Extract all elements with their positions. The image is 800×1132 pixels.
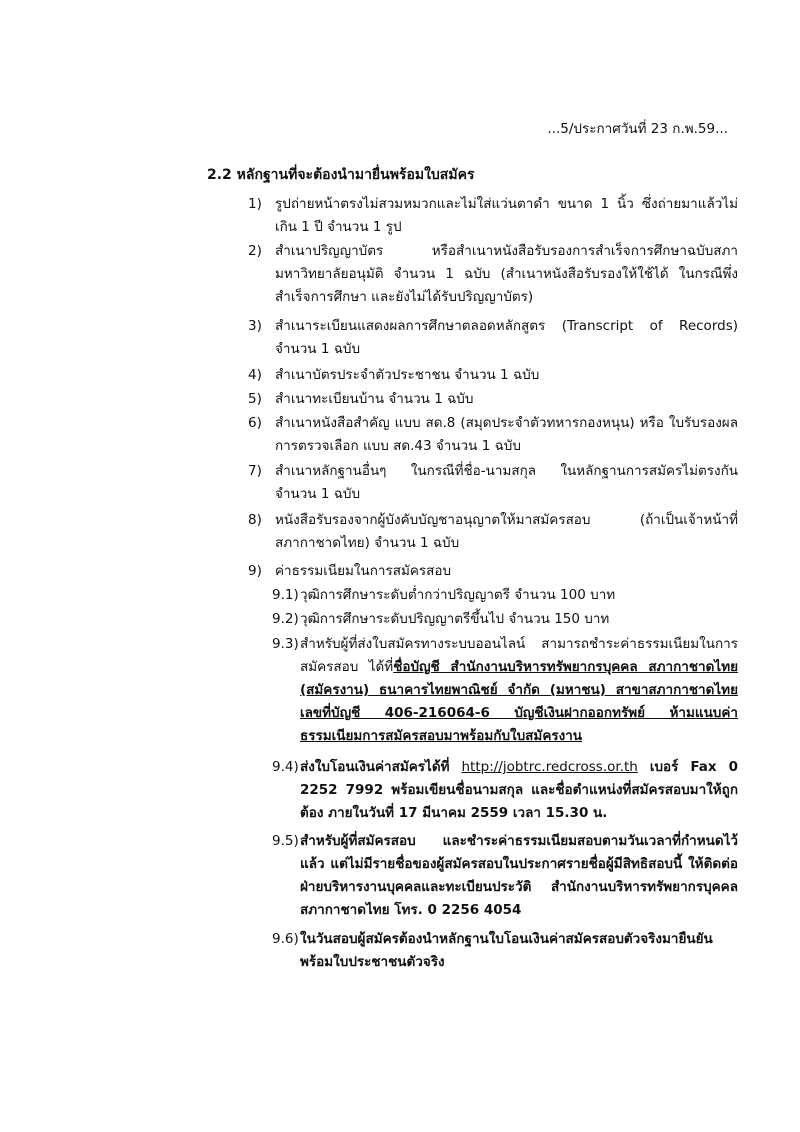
item-text: ค่าธรรมเนียมในการสมัครสอบ: [275, 563, 452, 579]
website-link[interactable]: http://jobtrc.redcross.or.th: [461, 759, 638, 775]
item-text: หนังสือรับรองจากผู้บังคับบัญชาอนุญาตให้มาสมัครสอบ (ถ้าเป็นเจ้าหน้าที่สภากาชาดไทย) จำนวน 1 ฉบับ: [275, 512, 738, 551]
list-item: [248, 412, 738, 458]
section-title: 2.2 หลักฐานที่จะต้องนำมายื่นพร้อมใบสมัคร: [207, 167, 475, 183]
list-item: [248, 509, 738, 555]
fee-text: [300, 633, 738, 748]
item-number: 3): [248, 318, 262, 334]
list-item: [248, 193, 738, 239]
fee-text-rest: เบอร์ Fax 0 2252 7992 พร้อมเขียนชื่อนามสกุล และชื่อตำแหน่งที่สมัครสอบมาให้ถูกต้อง ภายในวันที่ 17 มีนาคม 2559 เวลา 15.30 น.: [300, 759, 738, 821]
item-text: สำเนาหลักฐานอื่นๆ ในกรณีที่ชื่อ-นามสกุล ในหลักฐานการสมัครไม่ตรงกัน จำนวน 1 ฉบับ: [275, 463, 738, 502]
fee-text-intro: ส่งใบโอนเงินค่าสมัครได้ที่: [300, 759, 462, 775]
item-number: 8): [248, 512, 262, 528]
bank-account-info: ชื่อบัญชี สำนักงานบริหารทรัพยากรบุคคล สภากาชาดไทย (สมัครงาน) ธนาคารไทยพาณิชย์ จำกัด (มหาชน) สาขาสภากาชาดไทย เลขที่บัญชี 406-216064-6 บัญชีเงินฝากออกทรัพย์ ห้ามแนบค่าธรรมเนียมการสมัครสอบมาพร้อมกับใบสมัครงาน: [300, 659, 738, 744]
fee-item: [272, 608, 738, 631]
fee-number: 9.5): [272, 833, 299, 849]
item-number: 5): [248, 391, 262, 407]
item-number: 7): [248, 463, 262, 479]
fee-item: [272, 830, 738, 922]
item-number: 2): [248, 243, 262, 259]
list-item: [248, 388, 738, 411]
item-text: สำเนาระเบียนแสดงผลการศึกษาตลอดหลักสูตร (Transcript of Records) จำนวน 1 ฉบับ: [275, 318, 738, 357]
item-number: 4): [248, 367, 262, 383]
item-number: 6): [248, 415, 262, 431]
fee-number: 9.1): [272, 587, 299, 603]
fee-number: 9.3): [272, 636, 299, 652]
fee-item: [272, 928, 738, 974]
fee-item: [272, 584, 738, 607]
item-number: 1): [248, 196, 262, 212]
fee-item: [272, 633, 738, 748]
fee-text: ในวันสอบผู้สมัครต้องนำหลักฐานใบโอนเงินค่าสมัครสอบตัวจริงมายืนยันพร้อมใบประชาชนตัวจริง: [300, 931, 713, 970]
list-item: [248, 240, 738, 309]
fee-text: วุฒิการศึกษาระดับต่ำกว่าปริญญาตรี จำนวน 100 บาท: [300, 587, 616, 603]
page-reference: ...5/ประกาศวันที่ 23 ก.พ.59...: [547, 121, 728, 137]
list-item: [248, 364, 738, 387]
fee-number: 9.6): [272, 931, 299, 947]
fee-text-intro: สำหรับผู้ที่ส่งใบสมัครทางระบบออนไลน์ สามารถชำระค่าธรรมเนียมในการสมัครสอบ ได้ที่: [300, 636, 738, 675]
fee-number: 9.2): [272, 611, 299, 627]
item-text: สำเนาหนังสือสำคัญ แบบ สด.8 (สมุดประจำตัวทหารกองหนุน) หรือ ใบรับรองผลการตรวจเลือก แบบ สด.43 จำนวน 1 ฉบับ: [275, 415, 738, 454]
item-number: 9): [248, 563, 262, 579]
list-item: [248, 315, 738, 361]
item-text: รูปถ่ายหน้าตรงไม่สวมหมวกและไม่ใส่แว่นตาดำ ขนาด 1 นิ้ว ซึ่งถ่ายมาแล้วไม่เกิน 1 ปี จำนวน 1 รูป: [275, 196, 738, 235]
list-item: [248, 460, 738, 506]
fee-text: สำหรับผู้ที่สมัครสอบ และชำระค่าธรรมเนียมสอบตามวันเวลาที่กำหนดไว้แล้ว แต่ไม่มีรายชื่อของผู้สมัครสอบในประกาศรายชื่อผู้มีสิทธิสอบนี้ ให้ติดต่อฝ่ายบริหารงานบุคคลและทะเบียนประวัติ สำนักงานบริหารทรัพยากรบุคคล สภากาชาดไทย โทร. 0 2256 4054: [300, 833, 738, 918]
fee-number: 9.4): [272, 759, 299, 775]
fee-text: [300, 756, 738, 825]
fee-text: วุฒิการศึกษาระดับปริญญาตรีขึ้นไป จำนวน 150 บาท: [300, 611, 610, 627]
list-item: [248, 560, 738, 583]
item-text: สำเนาปริญญาบัตร หรือสำเนาหนังสือรับรองการสำเร็จการศึกษาฉบับสภามหาวิทยาลัยอนุมัติ จำนวน 1 ฉบับ (สำเนาหนังสือรับรองให้ใช้ได้ ในกรณีพึ่งสำเร็จการศึกษา และยังไม่ได้รับปริญญาบัตร): [275, 243, 738, 305]
item-text: สำเนาทะเบียนบ้าน จำนวน 1 ฉบับ: [275, 391, 474, 407]
fee-item: [272, 756, 738, 825]
item-text: สำเนาบัตรประจำตัวประชาชน จำนวน 1 ฉบับ: [275, 367, 540, 383]
